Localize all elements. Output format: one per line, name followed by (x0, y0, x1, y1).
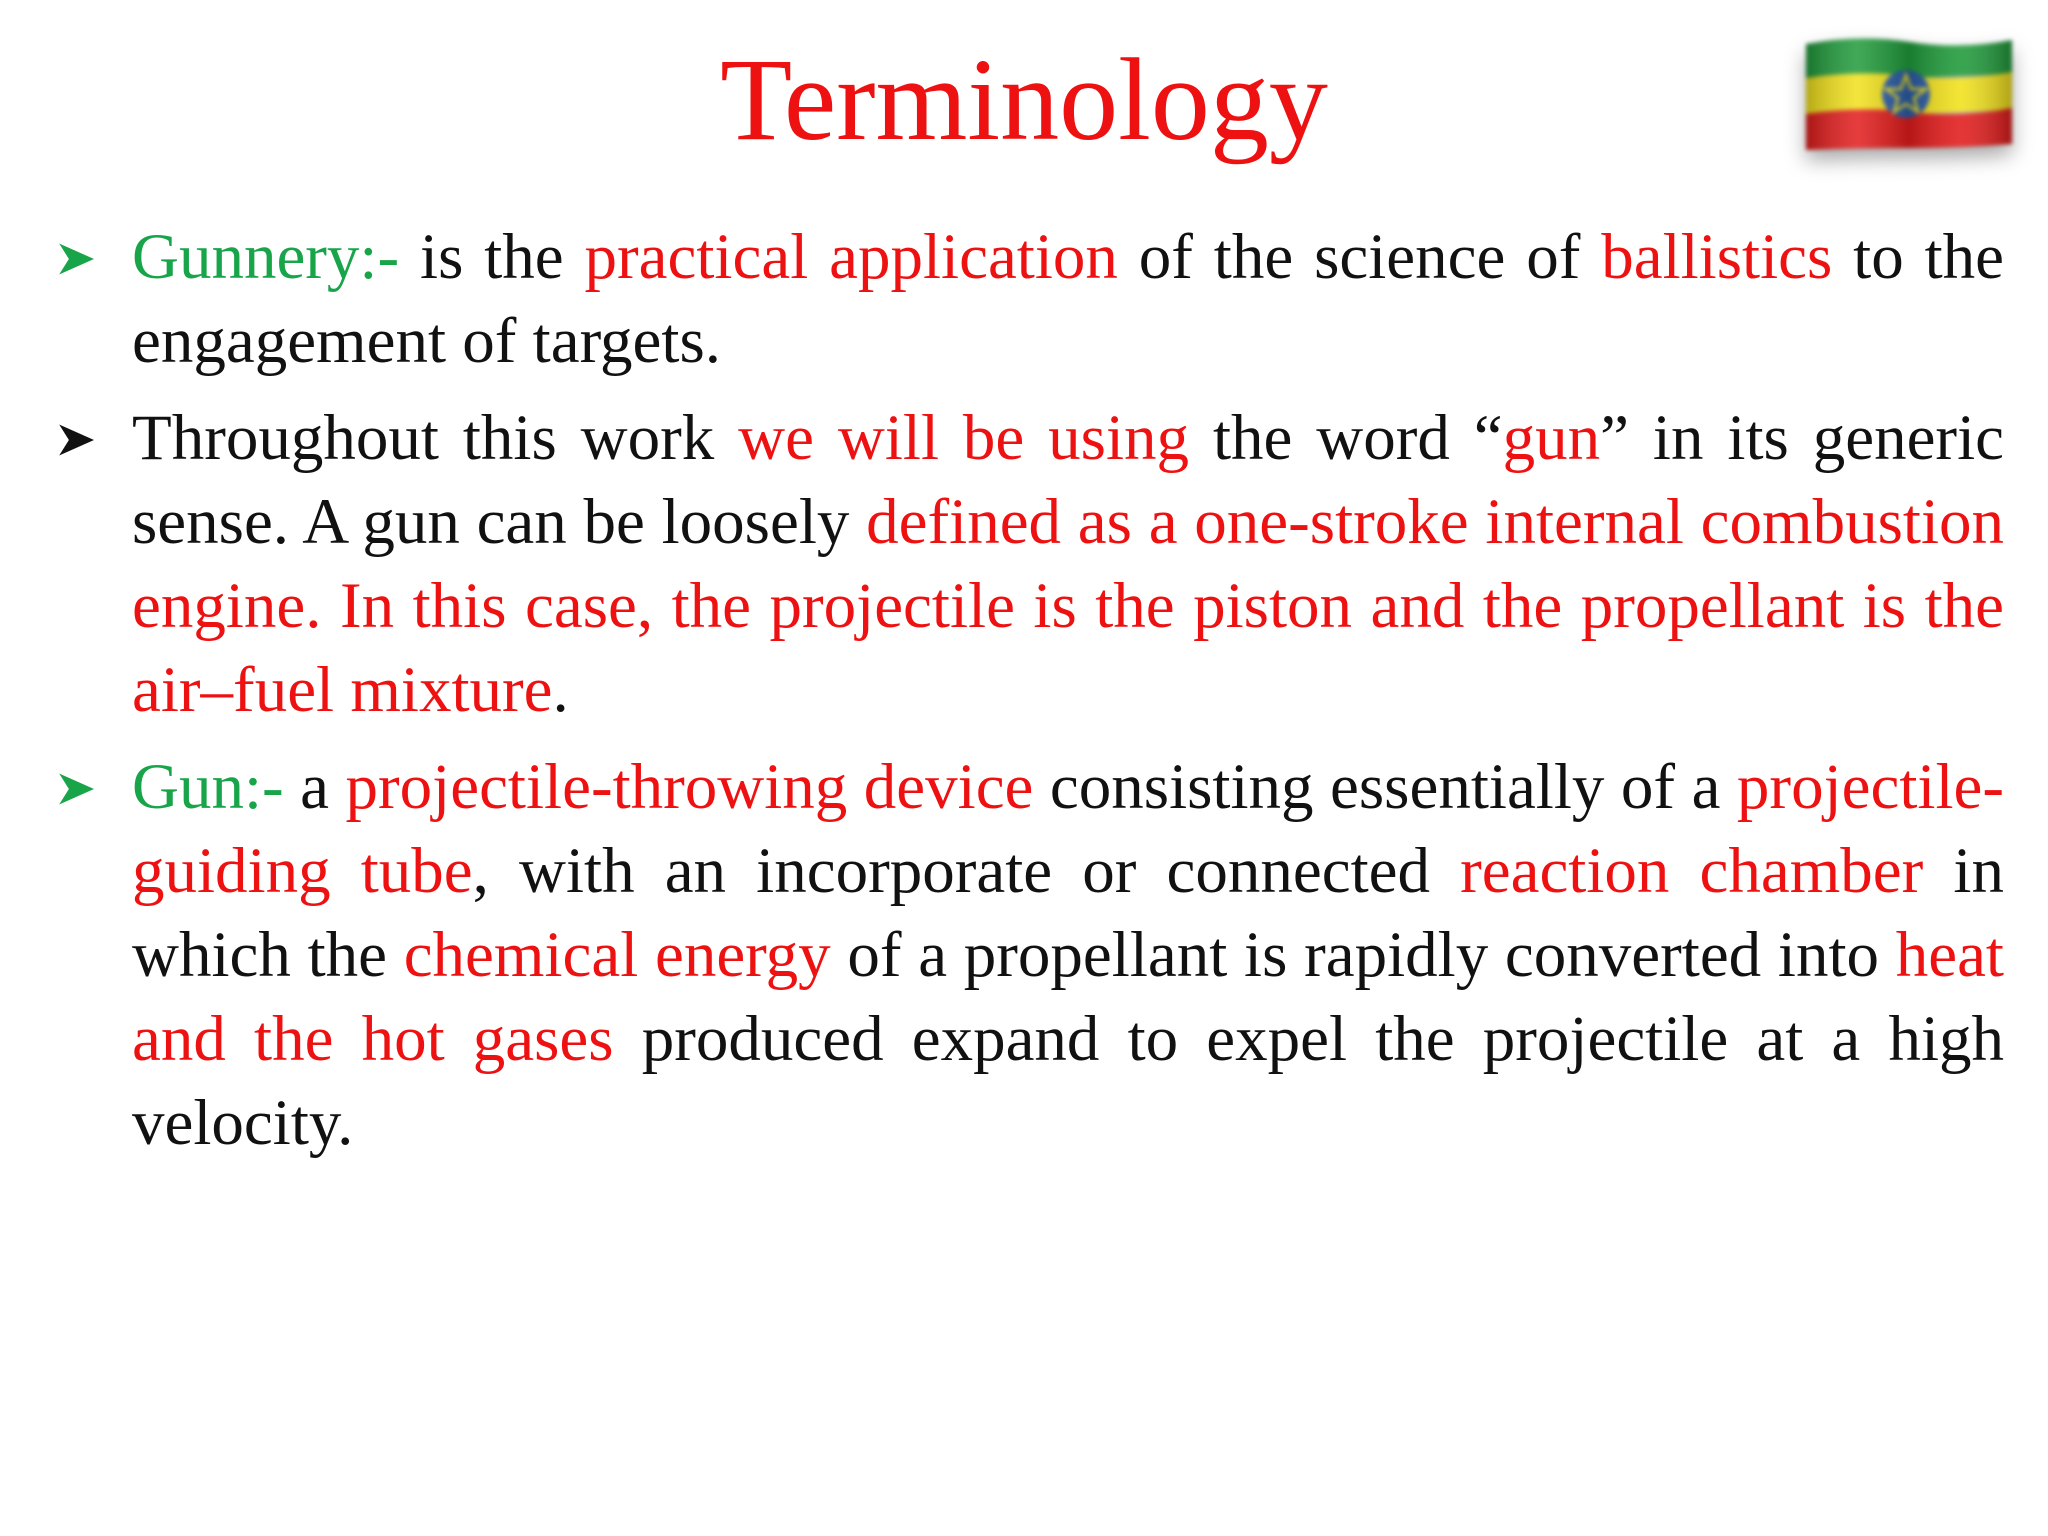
term-label: Gunnery:- (132, 221, 400, 293)
emphasis-text: practical application (584, 221, 1118, 293)
emphasis-text: we will be using (738, 402, 1190, 474)
bullet-list (56, 215, 2004, 1178)
body-text: . (552, 654, 569, 726)
body-text: produced expand to expel the projectile at a high velocity. (132, 1003, 2004, 1159)
emphasis-text: reaction chamber (1460, 835, 1924, 907)
body-text: ” in its generic sense. A gun can be loosely (132, 402, 2004, 558)
body-text: in which the (132, 835, 2004, 991)
term-label: Gun:- (132, 751, 284, 823)
emphasis-text: defined as a one-stroke internal combustion engine. In this case, the projectile is the piston and the propellant is the air–fuel mixture (132, 486, 2004, 726)
emphasis-text: ballistics (1601, 221, 1833, 293)
body-text: is the (399, 221, 585, 293)
body-text: Throughout this work (132, 402, 739, 474)
body-text: a (283, 751, 346, 823)
green-arrow-bullet-icon (56, 771, 96, 807)
body-text: consisting essentially of a (1033, 751, 1737, 823)
body-text: , with an incorporate or connected (472, 835, 1461, 907)
emphasis-text: heat and the hot gases (132, 919, 2004, 1075)
body-text: of the science of (1117, 221, 1602, 293)
emphasis-text: chemical energy (403, 919, 831, 991)
emphasis-text: projectile-guiding tube (132, 751, 2004, 907)
emphasis-text: projectile-throwing device (345, 751, 1034, 823)
bullet-item (56, 396, 2004, 732)
body-text: the word “ (1189, 402, 1503, 474)
green-arrow-bullet-icon (56, 241, 96, 277)
emphasis-text: gun (1502, 402, 1601, 474)
bullet-item (56, 215, 2004, 383)
ethiopian-flag-icon (1802, 34, 2016, 152)
body-text: of a propellant is rapidly converted into (830, 919, 1896, 991)
slide-title: Terminology (720, 34, 1328, 165)
black-arrow-bullet-icon (56, 422, 96, 458)
bullet-item (56, 745, 2004, 1165)
body-text: to the engagement of targets. (132, 221, 2005, 377)
